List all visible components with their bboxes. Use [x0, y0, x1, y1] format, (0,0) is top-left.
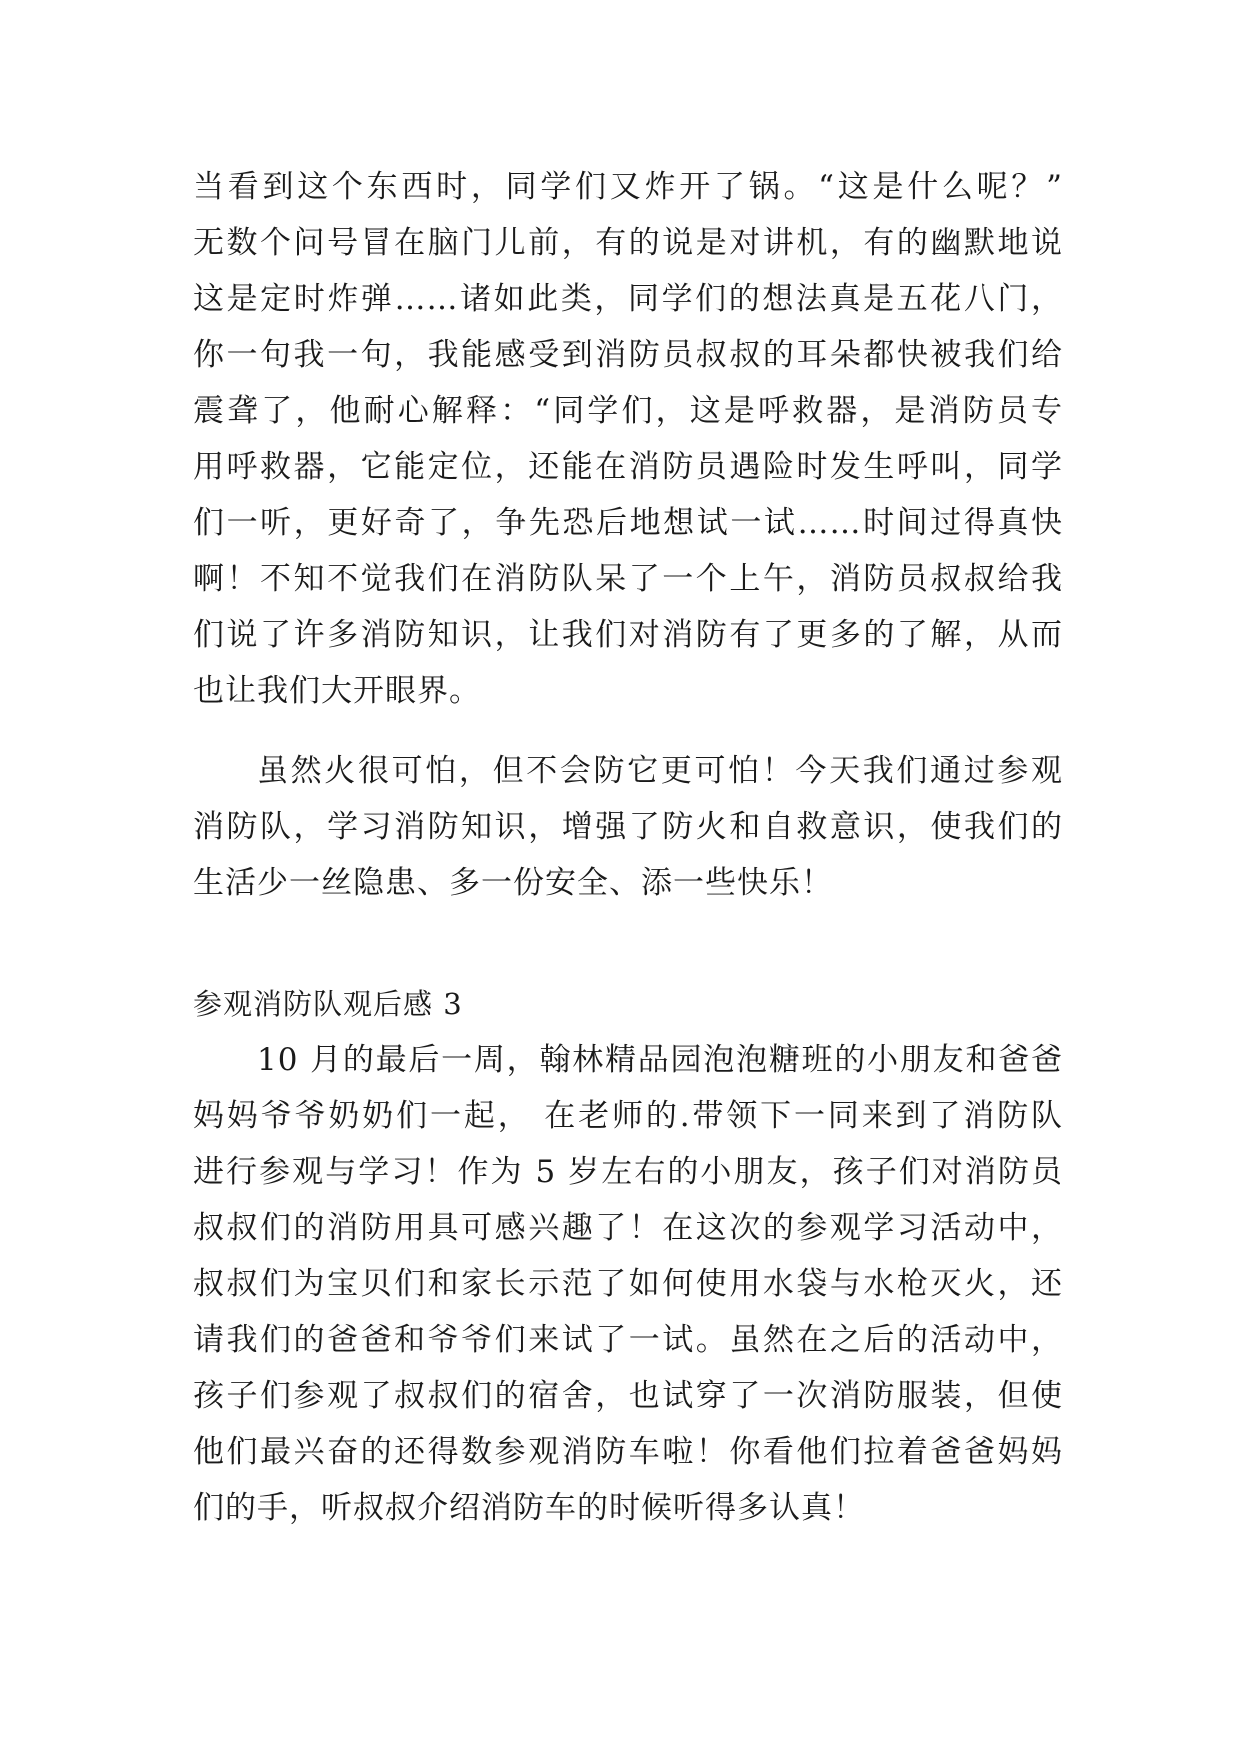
text-line: 无数个问号冒在脑门儿前，有的说是对讲机，有的幽默地说 [193, 225, 1063, 261]
text-line: 生活少一丝隐患、多一份安全、添一些快乐！ [193, 865, 833, 901]
text-line: 进行参观与学习！作为 5 岁左右的小朋友，孩子们对消防员 [193, 1154, 1063, 1190]
text-line: 当看到这个东西时，同学们又炸开了锅。“这是什么呢？” [193, 169, 1063, 205]
section-heading [193, 976, 1063, 1032]
text-line: 叔叔们为宝贝们和家长示范了如何使用水袋与水枪灭火，还 [193, 1266, 1063, 1302]
text-line: 10 月的最后一周，翰林精品园泡泡糖班的小朋友和爸爸 [257, 1042, 1063, 1078]
text-line: 你一句我一句，我能感受到消防员叔叔的耳朵都快被我们给 [193, 337, 1063, 373]
text-line: 这是定时炸弹……诸如此类，同学们的想法真是五花八门， [193, 281, 1063, 317]
paragraph-conclusion [193, 743, 1063, 911]
text-line: 他们最兴奋的还得数参观消防车啦！你看他们拉着爸爸妈妈 [193, 1434, 1063, 1470]
section-title: 参观消防队观后感 3 [193, 987, 463, 1021]
text-line: 请我们的爸爸和爷爷们来试了一试。虽然在之后的活动中， [193, 1322, 1063, 1358]
text-line: 啊！不知不觉我们在消防队呆了一个上午，消防员叔叔给我 [193, 561, 1063, 597]
text-line: 用呼救器，它能定位，还能在消防员遇险时发生呼叫，同学 [193, 449, 1063, 485]
text-line: 们说了许多消防知识，让我们对消防有了更多的了解，从而 [193, 617, 1063, 653]
text-line: 们的手，听叔叔介绍消防车的时候听得多认真！ [193, 1490, 865, 1526]
text-line: 孩子们参观了叔叔们的宿舍，也试穿了一次消防服装，但使 [193, 1378, 1063, 1414]
text-line: 叔叔们的消防用具可感兴趣了！在这次的参观学习活动中， [193, 1210, 1063, 1246]
text-line: 们一听，更好奇了，争先恐后地想试一试……时间过得真快 [193, 505, 1063, 541]
paragraph-fire-alarm-device [193, 159, 1063, 719]
text-line: 虽然火很可怕，但不会防它更可怕！今天我们通过参观 [257, 753, 1063, 789]
text-line: 震聋了，他耐心解释：“同学们，这是呼救器，是消防员专 [193, 393, 1063, 429]
text-line: 消防队，学习消防知识，增强了防火和自救意识，使我们的 [193, 809, 1063, 845]
text-line: 妈妈爷爷奶奶们一起， 在老师的.带领下一同来到了消防队 [193, 1098, 1063, 1134]
paragraph-kindergarten-visit [193, 1032, 1063, 1536]
text-line: 也让我们大开眼界。 [193, 673, 481, 709]
